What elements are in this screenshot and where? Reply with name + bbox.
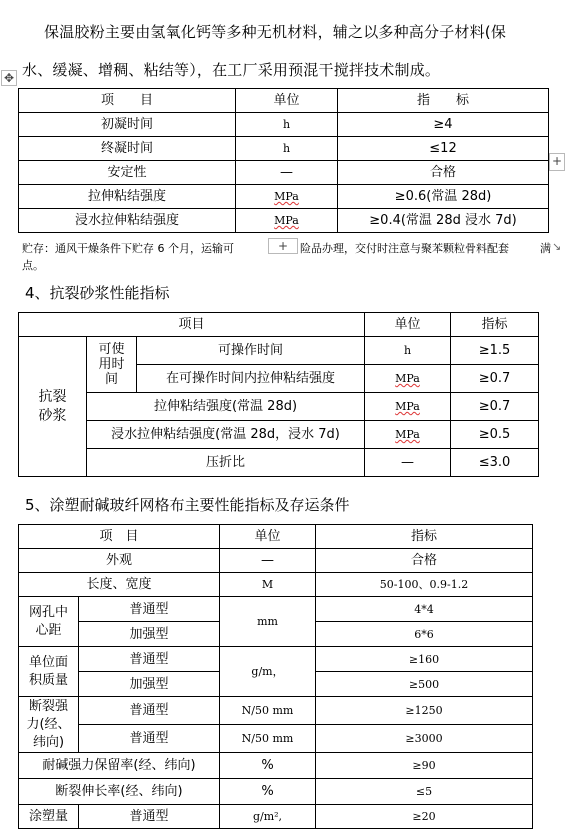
cell: % — [220, 753, 316, 779]
cell: ≤3.0 — [451, 449, 539, 477]
cell: ≥0.7 — [451, 365, 539, 393]
table-row — [19, 421, 539, 449]
move-icon[interactable]: ✥ — [1, 70, 17, 86]
cell: N/50 mm — [220, 725, 316, 753]
table-row — [19, 805, 533, 829]
cell: 6*6 — [316, 622, 533, 647]
subgroup-label: 可使用时间 — [87, 337, 137, 393]
cell: h — [236, 113, 338, 137]
table-fiberglass-mesh — [18, 524, 533, 829]
cell: 初凝时间 — [19, 113, 236, 137]
cell: 拉伸粘结强度(常温 28d) — [87, 393, 365, 421]
cell: N/50 mm — [220, 697, 316, 725]
section-4-title: 4、抗裂砂浆性能指标 — [25, 284, 170, 302]
table-row — [19, 647, 533, 672]
cell: ≥3000 — [316, 725, 533, 753]
cell: 断裂伸长率(经、纬向) — [19, 779, 220, 805]
cell: 普通型 — [79, 697, 220, 725]
header-index: 指 标 — [338, 89, 549, 113]
mesh-label: 网孔中心距 — [19, 597, 79, 647]
table-row — [19, 779, 533, 805]
storage-note-line-1b: 险品办理，交付时注意与聚苯颗粒骨料配套 — [300, 242, 509, 255]
cell: ≥0.4(常温 28d 浸水 7d) — [338, 209, 549, 233]
cell: MPa — [236, 185, 338, 209]
cell: ≥20 — [316, 805, 533, 829]
header-item: 项目 — [19, 313, 365, 337]
mass-label: 单位面积质量 — [19, 647, 79, 697]
cell: 耐碱强力保留率(经、纬向) — [19, 753, 220, 779]
section-5-title: 5、涂塑耐碱玻纤网格布主要性能指标及存运条件 — [25, 496, 350, 514]
storage-note-line-2: 点。 — [22, 259, 44, 272]
cell: ≥90 — [316, 753, 533, 779]
cell: ≥160 — [316, 647, 533, 672]
cell: 50-100、0.9-1.2 — [316, 573, 533, 597]
cell: MPa — [365, 421, 451, 449]
cell: 加强型 — [79, 672, 220, 697]
cell: 压折比 — [87, 449, 365, 477]
add-row-button[interactable] — [549, 153, 565, 171]
cell: M — [220, 573, 316, 597]
cell: 普通型 — [79, 805, 220, 829]
cell: — — [365, 449, 451, 477]
table-row — [19, 573, 533, 597]
break-strength-label: 断裂强力(经、纬向) — [19, 697, 79, 753]
cell: h — [236, 137, 338, 161]
table-row — [19, 597, 533, 622]
cell: 可操作时间 — [137, 337, 365, 365]
cell: 4*4 — [316, 597, 533, 622]
cell: 外观 — [19, 549, 220, 573]
cell: ≥0.6(常温 28d) — [338, 185, 549, 209]
header-unit: 单位 — [236, 89, 338, 113]
cell: h — [365, 337, 451, 365]
plus-icon: + — [551, 154, 563, 168]
table-row — [19, 337, 539, 365]
cell: 合格 — [338, 161, 549, 185]
resize-icon[interactable]: ↘ — [552, 240, 562, 253]
storage-note-line-1c: 满 — [540, 242, 551, 255]
table-header-row — [19, 313, 539, 337]
cell: 长度、宽度 — [19, 573, 220, 597]
table-header-row — [19, 89, 549, 113]
table-row — [19, 449, 539, 477]
cell: ≥0.7 — [451, 393, 539, 421]
cell: — — [236, 161, 338, 185]
cell: 合格 — [316, 549, 533, 573]
header-item: 项 目 — [19, 525, 220, 549]
cell: 普通型 — [79, 725, 220, 753]
cell: 安定性 — [19, 161, 236, 185]
cell: ≥1250 — [316, 697, 533, 725]
cell: 普通型 — [79, 597, 220, 622]
cell: 拉伸粘结强度 — [19, 185, 236, 209]
cell: 浸水拉伸粘结强度(常温 28d，浸水 7d) — [87, 421, 365, 449]
table-row — [19, 113, 549, 137]
cell: ≥4 — [338, 113, 549, 137]
cell: 加强型 — [79, 622, 220, 647]
table-row — [19, 161, 549, 185]
header-unit: 单位 — [220, 525, 316, 549]
header-item: 项 目 — [19, 89, 236, 113]
cell: ≥500 — [316, 672, 533, 697]
cell: MPa — [365, 365, 451, 393]
cell: — — [220, 549, 316, 573]
cell: ≤12 — [338, 137, 549, 161]
table-gel-powder — [18, 88, 549, 233]
cell: MPa — [365, 393, 451, 421]
intro-line-1: 保温胶粉主要由氢氧化钙等多种无机材料，辅之以多种高分子材料(保 — [44, 23, 507, 41]
header-unit: 单位 — [365, 313, 451, 337]
table-row — [19, 209, 549, 233]
plus-icon: + — [277, 239, 289, 253]
cell: MPa — [236, 209, 338, 233]
insert-row-button[interactable] — [268, 238, 298, 254]
table-crack-mortar — [18, 312, 539, 477]
cell: mm — [220, 597, 316, 647]
table-row — [19, 137, 549, 161]
table-row — [19, 185, 549, 209]
cell: 终凝时间 — [19, 137, 236, 161]
cell: % — [220, 779, 316, 805]
table-row — [19, 697, 533, 725]
cell: 浸水拉伸粘结强度 — [19, 209, 236, 233]
cell: g/m， — [220, 647, 316, 697]
table-row — [19, 725, 533, 753]
header-index: 指标 — [316, 525, 533, 549]
storage-note-line-1a: 贮存：通风干燥条件下贮存 6 个月，运输可 — [22, 242, 234, 255]
cell: 在可操作时间内拉伸粘结强度 — [137, 365, 365, 393]
cell: ≥1.5 — [451, 337, 539, 365]
cell: 普通型 — [79, 647, 220, 672]
table-row — [19, 549, 533, 573]
group-label: 抗裂砂浆 — [19, 337, 87, 477]
table-header-row — [19, 525, 533, 549]
cell: 涂塑量 — [19, 805, 79, 829]
header-index: 指标 — [451, 313, 539, 337]
intro-line-2: 水、缓凝、增稠、粘结等），在工厂采用预混干搅拌技术制成。 — [22, 61, 441, 79]
table-row — [19, 393, 539, 421]
cell: ≥0.5 — [451, 421, 539, 449]
table-row — [19, 753, 533, 779]
cell: g/m², — [220, 805, 316, 829]
cell: ≤5 — [316, 779, 533, 805]
